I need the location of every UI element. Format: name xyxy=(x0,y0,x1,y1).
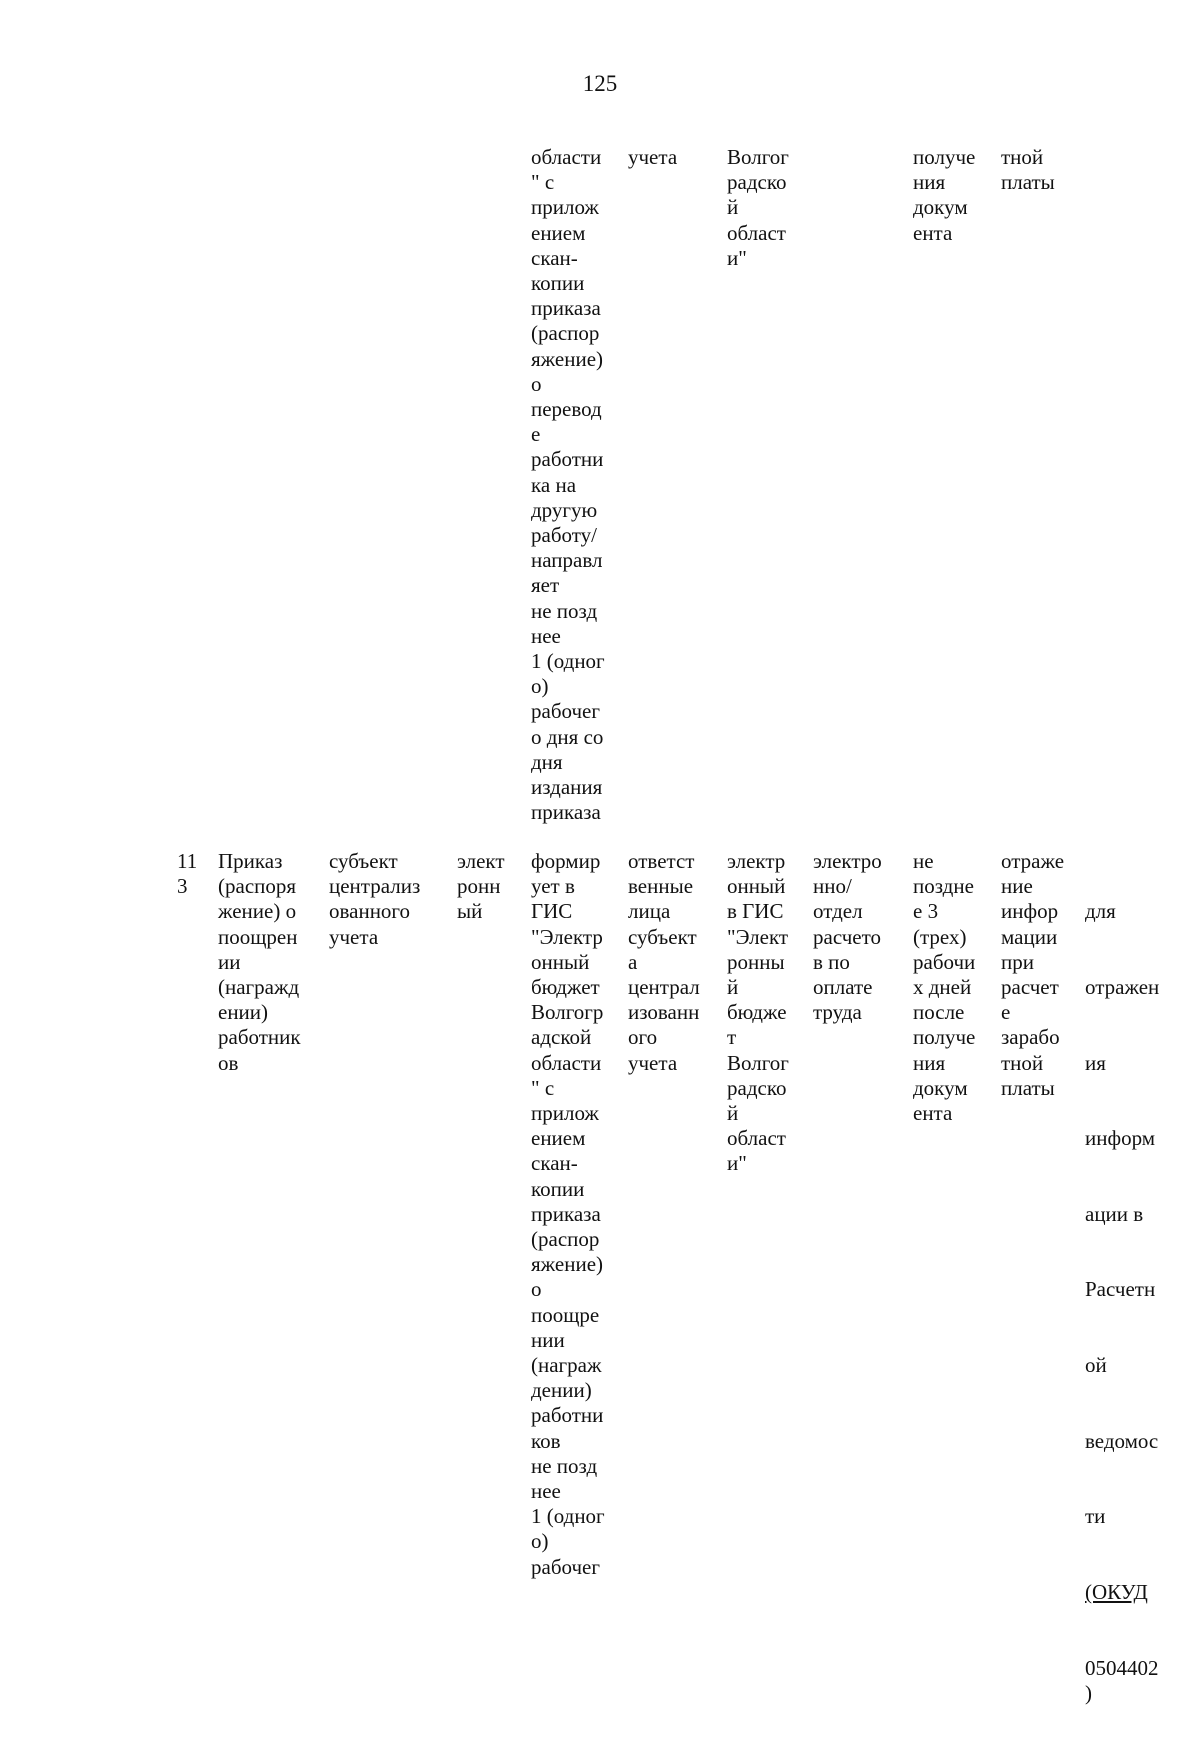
cell-document: Приказ (распоря жение) о поощрен ии (награжд ении) работник ов xyxy=(218,849,301,1075)
cell-row-number: 11 3 xyxy=(177,849,198,899)
purpose-line: ти xyxy=(1085,1504,1106,1529)
cell-responsible: ответст венные лица субъект а централ изованн ого учета xyxy=(628,849,700,1075)
cell-purpose xyxy=(1085,849,1159,1756)
cell-deadline: получе ния докум ента xyxy=(913,145,976,245)
purpose-line: ия xyxy=(1085,1050,1106,1075)
purpose-line: для xyxy=(1085,899,1116,924)
purpose-line: Расчетн xyxy=(1085,1277,1156,1302)
page-number: 125 xyxy=(582,71,618,96)
purpose-line: отражен xyxy=(1085,975,1160,1000)
purpose-line: ой xyxy=(1085,1353,1107,1378)
okud-link[interactable]: (ОКУД xyxy=(1085,1579,1148,1604)
purpose-line: информ xyxy=(1085,1126,1156,1151)
purpose-tail: 0504402 ) xyxy=(1085,1655,1159,1705)
cell-action: формир ует в ГИС "Электр онный бюджет Волгогр адской области " с прилож ением скан- копии приказа (распор яжение) о поощре нии (награж дении) работни ков не позд нее 1 (одног о) рабочег xyxy=(531,849,605,1579)
cell-system: Волгог радско й област и" xyxy=(727,145,789,270)
cell-system: электр онный в ГИС "Элект ронны й бюдже т Волгог радско й област и" xyxy=(727,849,789,1176)
purpose-line: ведомос xyxy=(1085,1428,1159,1453)
purpose-line: ации в xyxy=(1085,1201,1144,1226)
cell-recipient: электро нно/ отдел расчето в по оплате труда xyxy=(813,849,882,1025)
cell-initiator: субъект централиз ованного учета xyxy=(329,849,421,949)
cell-result: тной платы xyxy=(1001,145,1055,195)
cell-form: элект ронн ый xyxy=(457,849,505,924)
cell-deadline: не поздне е 3 (трех) рабочи х дней после получе ния докум ента xyxy=(913,849,976,1126)
cell-action: области " с прилож ением скан- копии приказа (распор яжение) о перевод е работни ка на другую работу/ направл яет не позд нее 1 (одног о) рабочег о дня со дня издания приказа xyxy=(531,145,605,825)
cell-responsible: учета xyxy=(628,145,678,169)
cell-result: отраже ние инфор мации при расчет е зарабо тной платы xyxy=(1001,849,1065,1100)
